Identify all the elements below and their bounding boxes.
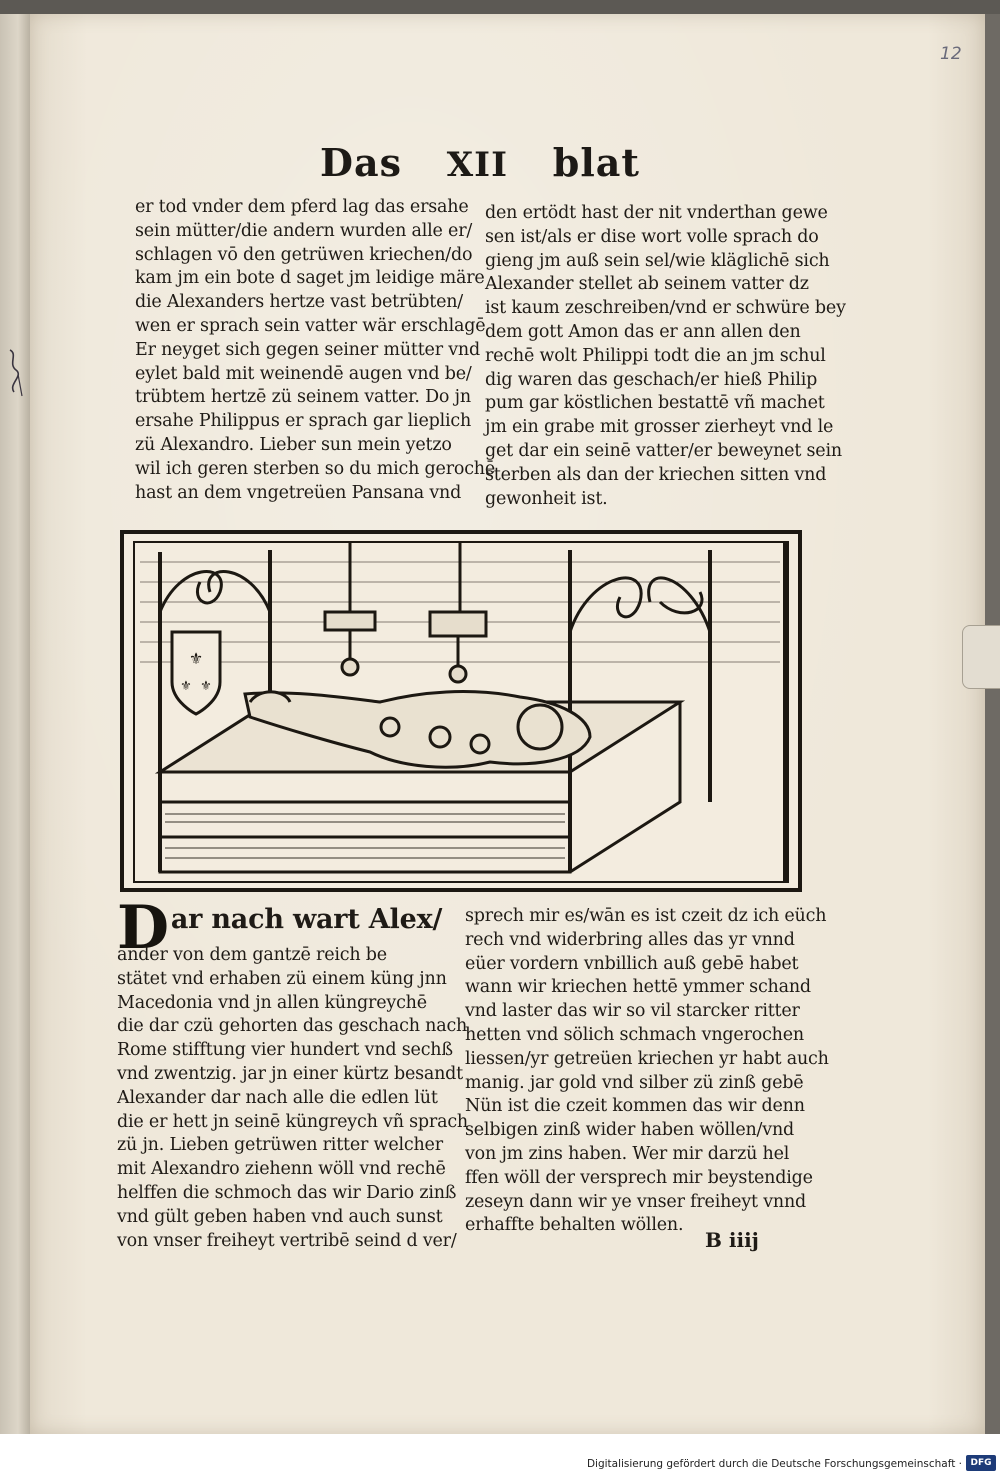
text-line: mit Alexandro ziehenn wöll vnd rechē — [117, 1159, 446, 1180]
signature-mark: B iiij — [705, 1228, 759, 1252]
text-line: er tod vnder dem pferd lag das ersahe — [135, 197, 469, 217]
text-line: erhaffte behalten wöllen. — [465, 1215, 684, 1236]
drop-capital: D — [117, 893, 169, 963]
text-line: Alexander dar nach alle die edlen lüt — [117, 1087, 438, 1108]
text-line: pum gar köstlichen bestattē vñ machet — [485, 393, 825, 414]
folio-number: 12 — [940, 44, 962, 64]
text-line: Alexander stellet ab seinem vatter dz — [485, 274, 809, 295]
handwritten-mark — [4, 344, 26, 404]
text-line: jm ein grabe mit grosser zierheyt vnd le — [485, 417, 834, 438]
text-line: liessen/yr getreüen kriechen yr habt auch — [465, 1048, 829, 1069]
coat-of-arms — [172, 632, 220, 714]
text-line: kam jm ein bote d saget jm leidige märe — [135, 268, 485, 289]
text-line: die dar czü gehorten das geschach nach — [117, 1016, 468, 1037]
text-line: sprech mir es/wān es ist czeit dz ich eüch — [465, 906, 827, 926]
text-line: zü jn. Lieben getrüwen ritter welcher — [117, 1135, 443, 1156]
text-line: stätet vnd erhaben zü einem küng jnn — [117, 968, 447, 989]
text-line: wann wir kriechen hettē ymmer schand — [465, 977, 811, 998]
text-line: den ertödt hast der nit vnderthan gewe — [485, 203, 828, 223]
text-line: ander von dem gantzē reich be — [117, 945, 387, 965]
text-line: hast an dem vngetreüen Pansana vnd — [135, 482, 462, 503]
text-line: wen er sprach sein vatter wär erschlagē — [135, 315, 486, 336]
footer-credit: Digitalisierung gefördert durch die Deutsche Forschungsgemeinschaft · — [586, 1458, 962, 1470]
text-line: selbigen zinß wider haben wöllen/vnd — [465, 1120, 795, 1141]
text-line: hetten vnd sölich schmach vngerochen — [465, 1024, 804, 1045]
text-column-top-left — [135, 196, 496, 505]
text-column-bottom-left — [117, 893, 469, 1253]
header-left-word: Das — [320, 140, 402, 185]
text-line: rechē wolt Philippi todt die an jm schul — [485, 345, 826, 366]
text-line: get dar ein seinē vatter/er beweynet sein — [485, 440, 842, 461]
text-line: dem gott Amon das er ann allen den — [485, 321, 801, 342]
running-header — [320, 140, 640, 185]
text-line: gewonheit ist. — [485, 488, 608, 509]
text-line: von vnser freiheyt vertribē seind d ver/ — [117, 1230, 457, 1251]
header-leaf-number: XII — [446, 145, 508, 185]
scan-border — [0, 0, 1000, 14]
text-line: von jm zins haben. Wer mir darzü hel — [465, 1143, 790, 1164]
text-line: vnd gült geben haben vnd auch sunst — [117, 1206, 443, 1227]
text-line: rech vnd widerbring alles das yr vnnd — [465, 929, 795, 950]
text-column-bottom-right — [465, 905, 829, 1238]
dfg-logo: DFG — [966, 1455, 996, 1471]
text-line: die Alexanders hertze vast betrübten/ — [135, 292, 463, 313]
text-line: vnd zwentzig. jar jn einer kürtz besandt — [117, 1063, 464, 1084]
woodcut-illustration — [120, 522, 802, 892]
text-line: Nün ist die czeit kommen das wir denn — [465, 1096, 805, 1117]
svg-text:⚜: ⚜ — [200, 679, 212, 694]
text-line: ffen wöll der versprech mir beystendige — [465, 1167, 813, 1188]
text-line: zü Alexandro. Lieber sun mein yetzo — [135, 434, 452, 455]
text-line: ist kaum zeschreiben/vnd er schwüre bey — [485, 298, 846, 319]
svg-text:⚜: ⚜ — [188, 649, 204, 668]
left-page-edge — [0, 14, 30, 1434]
opening-words: ar nach wart Alex/ — [170, 904, 443, 935]
text-line: vnd laster das wir so vil starcker ritter — [465, 1001, 800, 1022]
text-column-top-right — [485, 202, 846, 511]
bookmark-tab — [962, 625, 1000, 689]
text-line: sen ist/als er dise wort volle sprach do — [485, 226, 819, 247]
text-line: zeseyn dann wir ye vnser freiheyt vnnd — [465, 1191, 807, 1212]
text-line: eylet bald mit weinendē augen vnd be/ — [135, 363, 472, 384]
text-line: die er hett jn seinē küngreych vñ sprach — [117, 1111, 469, 1132]
text-line: Rome stifftung vier hundert vnd sechß — [117, 1040, 453, 1061]
text-line: dig waren das geschach/er hieß Philip — [485, 369, 818, 390]
text-line: sterben als dan der kriechen sitten vnd — [485, 464, 827, 485]
text-line: sein mütter/die andern wurden alle er/ — [135, 220, 473, 241]
header-right-word: blat — [552, 140, 640, 185]
text-line: trübtem hertzē zü seinem vatter. Do jn — [135, 387, 471, 408]
text-line: wil ich geren sterben so du mich gerochē — [135, 458, 496, 479]
text-line: Macedonia vnd jn allen küngreychē — [117, 992, 427, 1013]
text-line: helffen die schmoch das wir Dario zinß — [117, 1182, 457, 1203]
text-line: schlagen vō den getrüwen kriechen/do — [135, 244, 473, 265]
text-line: ersahe Philippus er sprach gar lieplich — [135, 411, 472, 432]
text-line: manig. jar gold vnd silber zü zinß gebē — [465, 1072, 804, 1093]
svg-text:⚜: ⚜ — [180, 679, 192, 694]
text-line: Er neyget sich gegen seiner mütter vnd — [135, 339, 480, 360]
text-line: gieng jm auß sein sel/wie kläglichē sich — [485, 250, 830, 271]
text-line: eüer vordern vnbillich auß gebē habet — [465, 953, 799, 974]
